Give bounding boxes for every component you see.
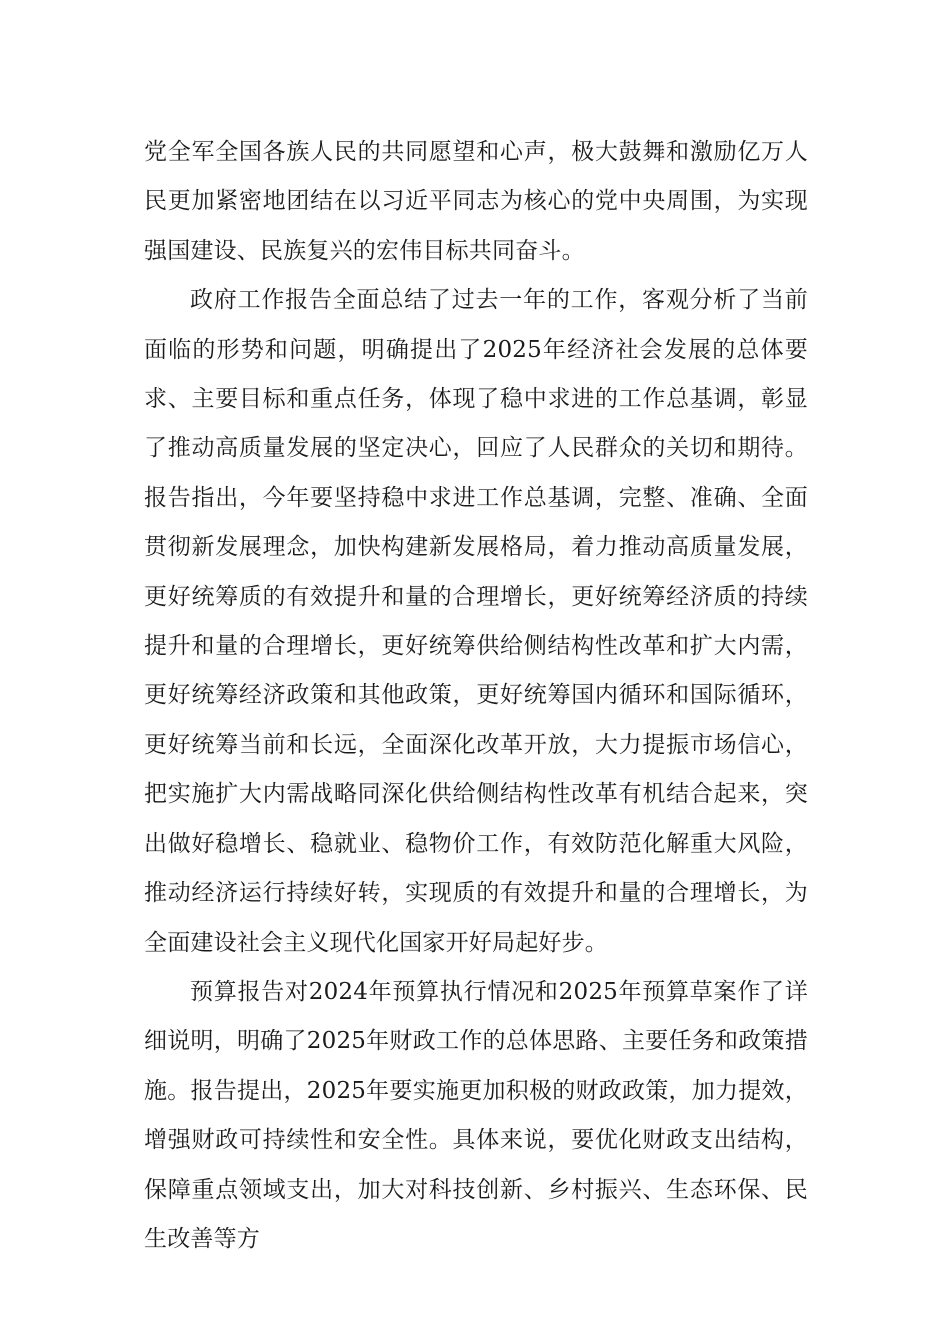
paragraph-budget-report: 预算报告对2024年预算执行情况和2025年预算草案作了详细说明，明确了2025年财政工作的总体思路、主要任务和政策措施。报告提出，2025年要实施更加积极的财政政策，加力提效，增强财政可持续性和安全性。具体来说，要优化财政支出结构，保障重点领域支出，加大对科技创新、乡村振兴、生态环保、民生改善等方: [144, 978, 808, 1252]
document-body: [144, 128, 808, 1264]
paragraph-continuation: 党全军全国各族人民的共同愿望和心声，极大鼓舞和激励亿万人民更加紧密地团结在以习近平同志为核心的党中央周围，为实现强国建设、民族复兴的宏伟目标共同奋斗。: [144, 139, 808, 264]
paragraph-government-work-report: 政府工作报告全面总结了过去一年的工作，客观分析了当前面临的形势和问题，明确提出了2025年经济社会发展的总体要求、主要目标和重点任务，体现了稳中求进的工作总基调，彰显了推动高质量发展的坚定决心，回应了人民群众的关切和期待。报告指出，今年要坚持稳中求进工作总基调，完整、准确、全面贯彻新发展理念，加快构建新发展格局，着力推动高质量发展，更好统筹质的有效提升和量的合理增长，更好统筹经济质的持续提升和量的合理增长，更好统筹供给侧结构性改革和扩大内需，更好统筹经济政策和其他政策，更好统筹国内循环和国际循环，更好统筹当前和长远，全面深化改革开放，大力提振市场信心，把实施扩大内需战略同深化供给侧结构性改革有机结合起来，突出做好稳增长、稳就业、稳物价工作，有效防范化解重大风险，推动经济运行持续好转，实现质的有效提升和量的合理增长，为全面建设社会主义现代化国家开好局起好步。: [144, 287, 808, 956]
